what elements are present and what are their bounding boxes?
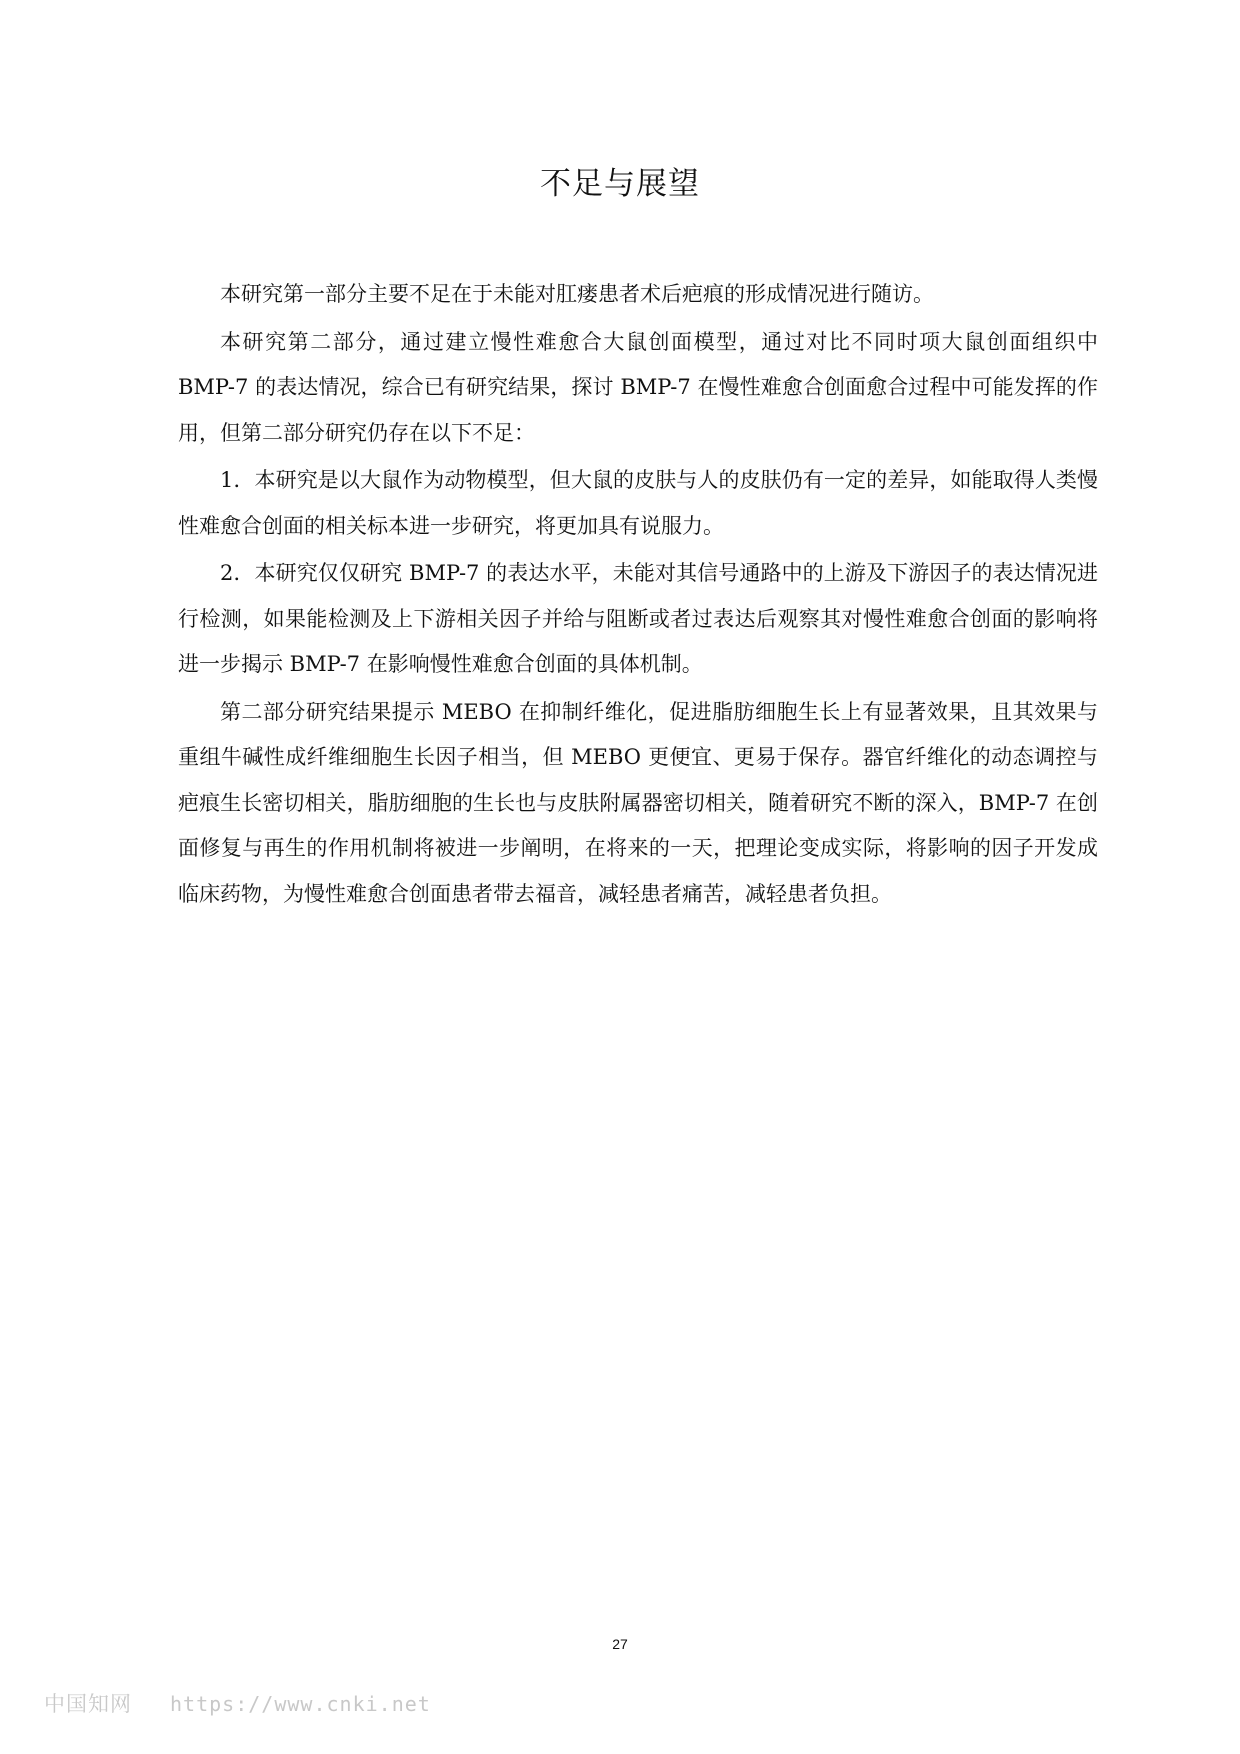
paragraph-1: 本研究第一部分主要不足在于未能对肛瘘患者术后疤痕的形成情况进行随访。	[220, 282, 934, 306]
paragraph-5: 第二部分研究结果提示 MEBO 在抑制纤维化，促进脂肪细胞生长上有显著效果，且其效果与重组牛碱性成纤维细胞生长因子相当，但 MEBO 更便宜、更易于保存。器官纤维化的动态调控与疤痕生长密切相关，脂肪细胞的生长也与皮肤附属器密切相关，随着研究不断的深入，BMP-7 在创面修复与再生的作用机制将被进一步阐明，在将来的一天，把理论变成实际，将影响的因子开发成临床药物，为慢性难愈合创面患者带去福音，减轻患者痛苦，减轻患者负担。	[178, 699, 1098, 906]
page-number: 27	[612, 1636, 628, 1652]
body-text	[178, 272, 1098, 919]
paragraph-4: 2．本研究仅仅研究 BMP-7 的表达水平，未能对其信号通路中的上游及下游因子的表达情况进行检测，如果能检测及上下游相关因子并给与阻断或者过表达后观察其对慢性难愈合创面的影响将进一步揭示 BMP-7 在影响慢性难愈合创面的具体机制。	[178, 561, 1098, 676]
paragraph-3: 1．本研究是以大鼠作为动物模型，但大鼠的皮肤与人的皮肤仍有一定的差异，如能取得人类慢性难愈合创面的相关标本进一步研究，将更加具有说服力。	[178, 468, 1098, 538]
paragraph-2: 本研究第二部分，通过建立慢性难愈合大鼠创面模型，通过对比不同时项大鼠创面组织中 BMP-7 的表达情况，综合已有研究结果，探讨 BMP-7 在慢性难愈合创面愈合过程中可能发挥的作用，但第二部分研究仍存在以下不足：	[178, 329, 1098, 445]
watermark-brand: 中国知网	[44, 1692, 132, 1716]
watermark	[44, 1688, 431, 1718]
page-title: 不足与展望	[540, 166, 700, 202]
watermark-url: https://www.cnki.net	[170, 1692, 431, 1716]
